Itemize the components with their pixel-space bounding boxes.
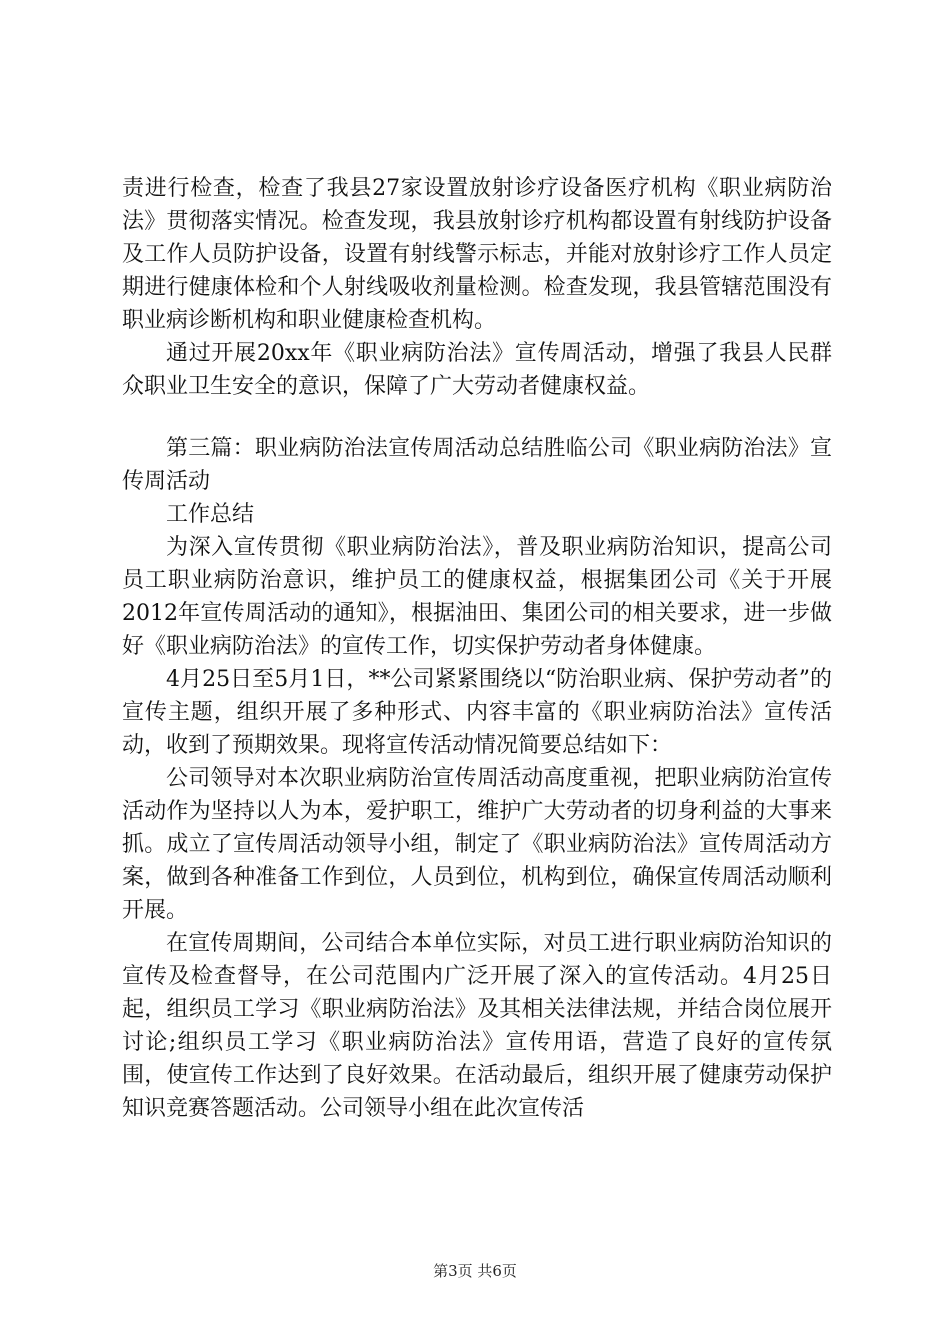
paragraph-activities: 在宣传周期间，公司结合本单位实际，对员工进行职业病防治知识的宣传及检查督导，在公司范围内广泛开展了深入的宣传活动。4月25日起，组织员工学习《职业病防治法》及其相关法律法规，并结合岗位展开讨论;组织员工学习《职业病防治法》宣传用语，营造了良好的宣传氛围，使宣传工作达到了良好效果。在活动最后，组织开展了健康劳动保护知识竞赛答题活动。公司领导小组在此次宣传活 [122, 931, 832, 1121]
document-body [122, 172, 832, 1125]
page-footer: 第3页 共6页 [433, 1262, 517, 1280]
paragraph-leadership: 公司领导对本次职业病防治宣传周活动高度重视，把职业病防治宣传活动作为坚持以人为本，爱护职工，维护广大劳动者的切身利益的大事来抓。成立了宣传周活动领导小组，制定了《职业病防治法》宣传周活动方案，做到各种准备工作到位，人员到位，机构到位，确保宣传周活动顺利开展。 [122, 766, 832, 923]
section-heading: 第三篇：职业病防治法宣传周活动总结胜临公司《职业病防治法》宣传周活动 [122, 436, 832, 494]
paragraph-conclusion: 通过开展20xx年《职业病防治法》宣传周活动，增强了我县人民群众职业卫生安全的意识，保障了广大劳动者健康权益。 [122, 341, 832, 399]
section-subheading: 工作总结 [166, 502, 255, 527]
paragraph-purpose: 为深入宣传贯彻《职业病防治法》，普及职业病防治知识，提高公司员工职业病防治意识，维护员工的健康权益，根据集团公司《关于开展2012年宣传周活动的通知》，根据油田、集团公司的相关要求，进一步做好《职业病防治法》的宣传工作，切实保护劳动者身体健康。 [122, 535, 832, 659]
paragraph-inspection: 责进行检查，检查了我县27家设置放射诊疗设备医疗机构《职业病防治法》贯彻落实情况。检查发现，我县放射诊疗机构都设置有射线防护设备及工作人员防护设备，设置有射线警示标志，并能对放射诊疗工作人员定期进行健康体检和个人射线吸收剂量检测。检查发现，我县管辖范围没有职业病诊断机构和职业健康检查机构。 [122, 176, 832, 333]
paragraph-dates: 4月25日至5月1日，**公司紧紧围绕以“防治职业病、保护劳动者”的宣传主题，组织开展了多种形式、内容丰富的《职业病防治法》宣传活动，收到了预期效果。现将宣传活动情况简要总结如下： [122, 667, 832, 758]
paragraph-gap [122, 403, 832, 432]
